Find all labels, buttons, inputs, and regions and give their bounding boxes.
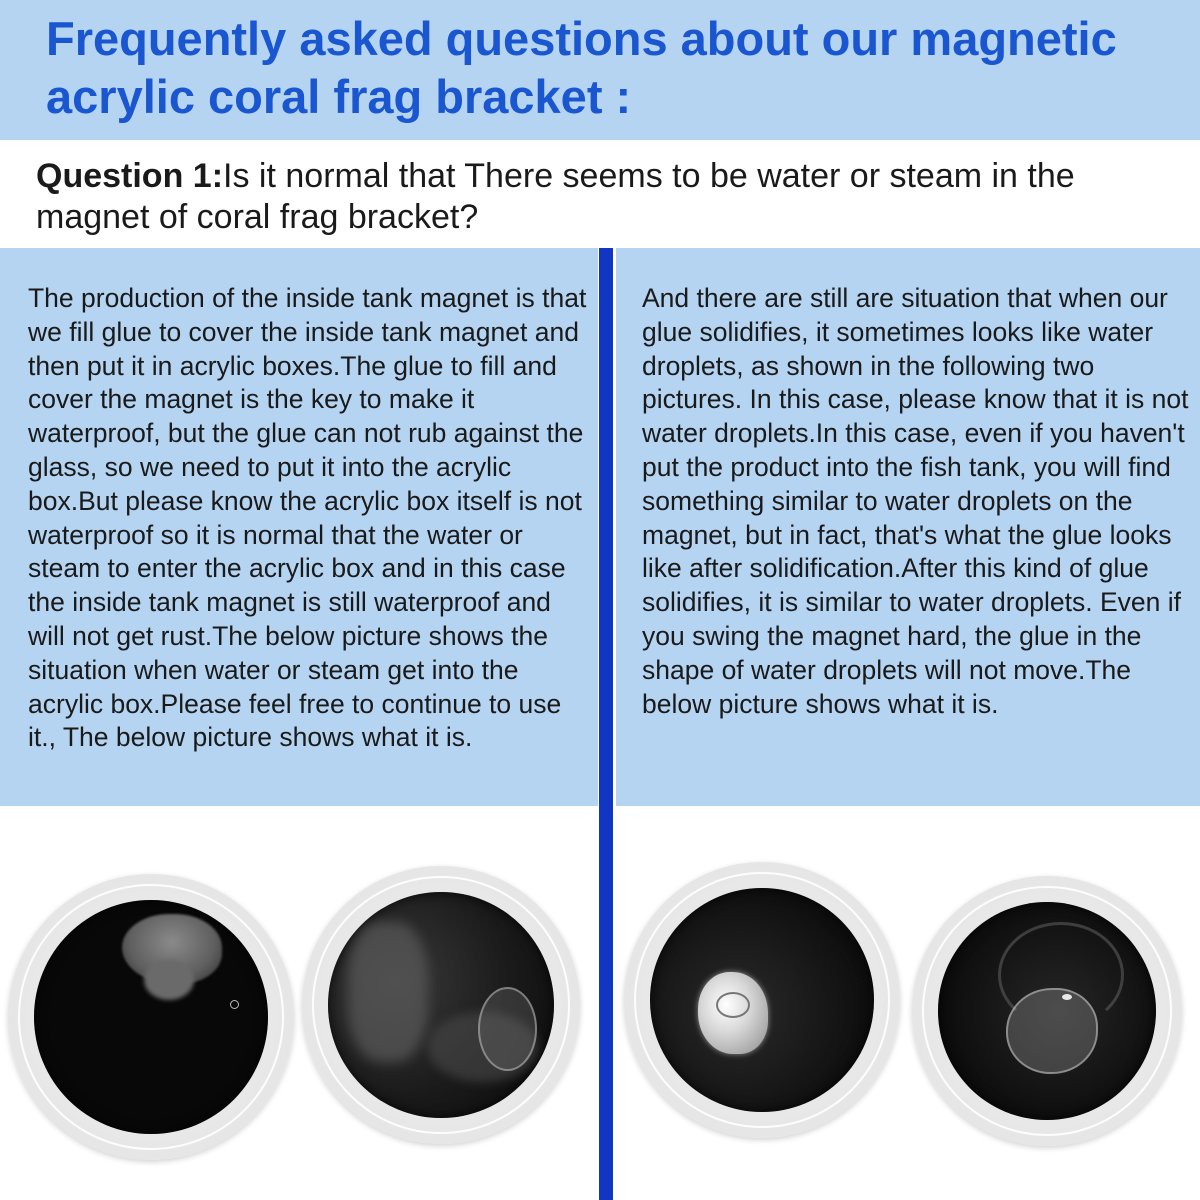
photo-row-left [0,806,598,1200]
glue-droplet [1006,988,1098,1074]
question-text [36,156,1176,238]
answer-panel-left [0,248,598,806]
photo-row-right [616,806,1200,1200]
question-label: Question 1: [36,157,224,195]
header-banner [0,0,1200,140]
answer-text-right: And there are still are situation that when our glue solidifies, it sometimes looks like water droplets, as shown in the following two pictures. In this case, please know that it is not water droplets.In this case, even if you haven't put the product into the fish tank, you will find something similar to water droplets on the magnet, but in fact, that's what the glue looks like after solidification.After this kind of glue solidifies, it is similar to water droplets. Even if you swing the magnet hard, the glue in the shape of water droplets will not move.The below picture shows what it is. [642,283,1189,719]
column-divider [599,248,613,1200]
answer-text-left: The production of the inside tank magnet is that we fill glue to cover the inside tank magnet and then put it in acrylic boxes.The glue to fill and cover the magnet is the key to make it waterproof, but the glue can not rub against the glass, so we need to put it into the acrylic box.But please know the acrylic box itself is not waterproof so it is normal that the water or steam to enter the acrylic box and in this case the inside tank magnet is still waterproof and will not get rust.The below picture shows the situation when water or steam get into the acrylic box.Please feel free to continue to use it., The below picture shows what it is. [28,283,587,753]
question-body: Is it normal that There seems to be water or steam in the magnet of coral frag bracket? [36,157,1075,236]
magnet-photo-steam-1 [8,874,294,1160]
answer-panel-right [616,248,1200,806]
magnet-photo-glue-1 [624,862,900,1138]
page-title: Frequently asked questions about our magnetic acrylic coral frag bracket : [46,12,1117,123]
question-section [0,140,1200,248]
magnet-photo-steam-2 [302,866,580,1144]
magnet-photo-glue-2 [912,876,1182,1146]
